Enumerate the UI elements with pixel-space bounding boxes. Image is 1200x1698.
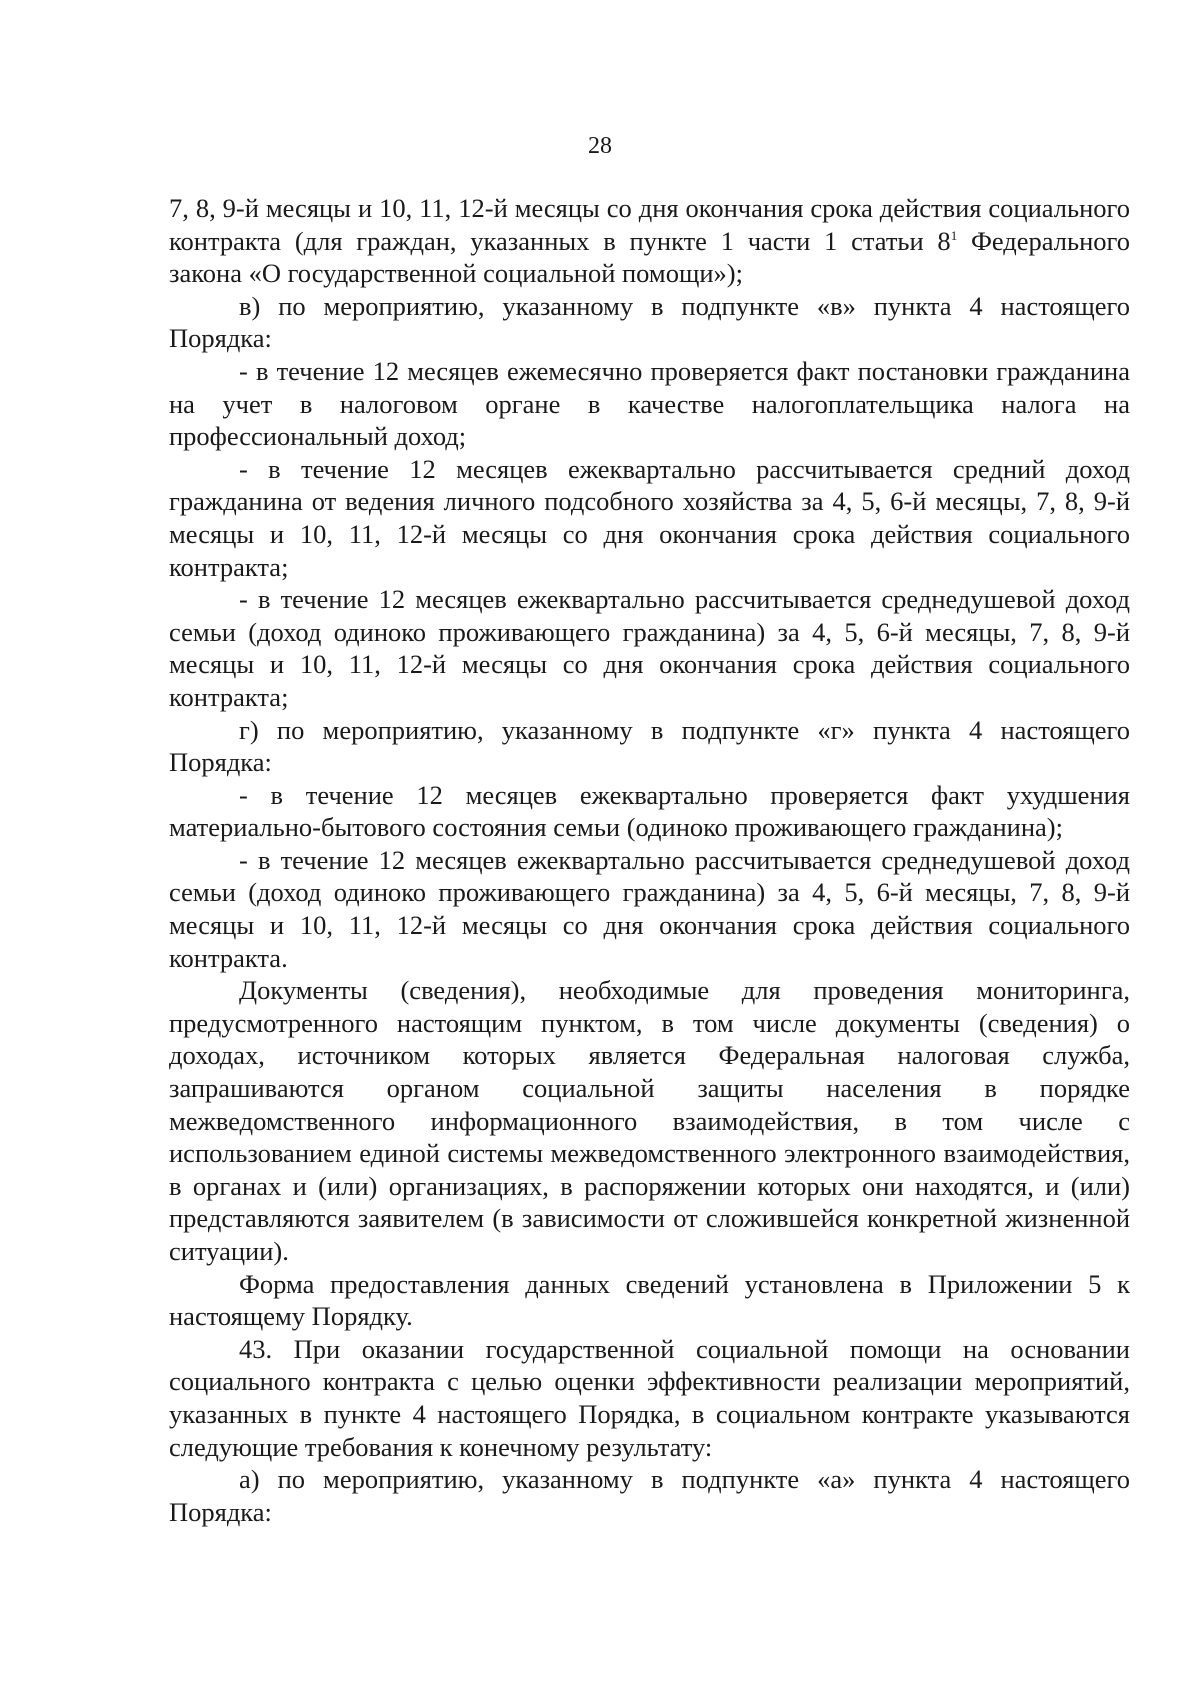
- paragraph-subitem-v: в) по мероприятию, указанному в подпункте «в» пункта 4 настоящего Порядка:: [169, 290, 1130, 354]
- paragraph-subitem-g: г) по мероприятию, указанному в подпункте «г» пункта 4 настоящего Порядка:: [169, 714, 1130, 778]
- document-body: [169, 192, 1130, 1528]
- paragraph-subitem-a: а) по мероприятию, указанному в подпункте «а» пункта 4 настоящего Порядка:: [169, 1464, 1130, 1527]
- paragraph-item-43: 43. При оказании государственной социальной помощи на основании социального контракта с целью оценки эффективности реализации мероприятий, указанных в пункте 4 настоящего Порядка, в социальном контракте указываются следующие требования к конечному результату:: [169, 1333, 1130, 1462]
- paragraph-bullet: - в течение 12 месяцев ежеквартально рассчитывается средний доход гражданина от ведения личного подсобного хозяйства за 4, 5, 6-й месяцы, 7, 8, 9-й месяцы и 10, 11, 12-й месяцы со дня окончания срока действия социального контракта;: [169, 453, 1130, 582]
- paragraph-documents: Документы (сведения), необходимые для проведения мониторинга, предусмотренного настоящим пунктом, в том числе документы (сведения) о доходах, источником которых является Федеральная налоговая служба, запрашиваются органом социальной защиты населения в порядке межведомственного информационного взаимодействия, в том числе с использованием единой системы межведомственного электронного взаимодействия, в органах и (или) организациях, в распоряжении которых они находятся, и (или) представляются заявителем (в зависимости от сложившейся конкретной жизненной ситуации).: [169, 975, 1130, 1266]
- footnote-marker: 1: [950, 227, 958, 243]
- paragraph-bullet: - в течение 12 месяцев ежеквартально проверяется факт ухудшения материально-бытового состояния семьи (одиноко проживающего гражданина);: [169, 779, 1130, 843]
- page-number: 28: [588, 133, 612, 159]
- paragraph-text: 7, 8, 9-й месяцы и 10, 11, 12-й месяцы со дня окончания срока действия социального контракта (для граждан, указанных в пункте 1 части 1 статьи 8: [169, 193, 1130, 256]
- paragraph-form: Форма предоставления данных сведений установлена в Приложении 5 к настоящему Порядку.: [169, 1268, 1130, 1332]
- paragraph-bullet: - в течение 12 месяцев ежемесячно проверяется факт постановки гражданина на учет в налоговом органе в качестве налогоплательщика налога на профессиональный доход;: [169, 355, 1130, 452]
- paragraph-bullet: - в течение 12 месяцев ежеквартально рассчитывается среднедушевой доход семьи (доход одиноко проживающего гражданина) за 4, 5, 6-й месяцы, 7, 8, 9-й месяцы и 10, 11, 12-й месяцы со дня окончания срока действия социального контракта.: [169, 844, 1130, 973]
- paragraph-bullet: - в течение 12 месяцев ежеквартально рассчитывается среднедушевой доход семьи (доход одиноко проживающего гражданина) за 4, 5, 6-й месяцы, 7, 8, 9-й месяцы и 10, 11, 12-й месяцы со дня окончания срока действия социального контракта;: [169, 584, 1130, 712]
- paragraph-text-after-footnote: Федерального закона «О государственной социальной помощи»);: [169, 225, 1130, 289]
- paragraph-continuation: [169, 192, 1130, 290]
